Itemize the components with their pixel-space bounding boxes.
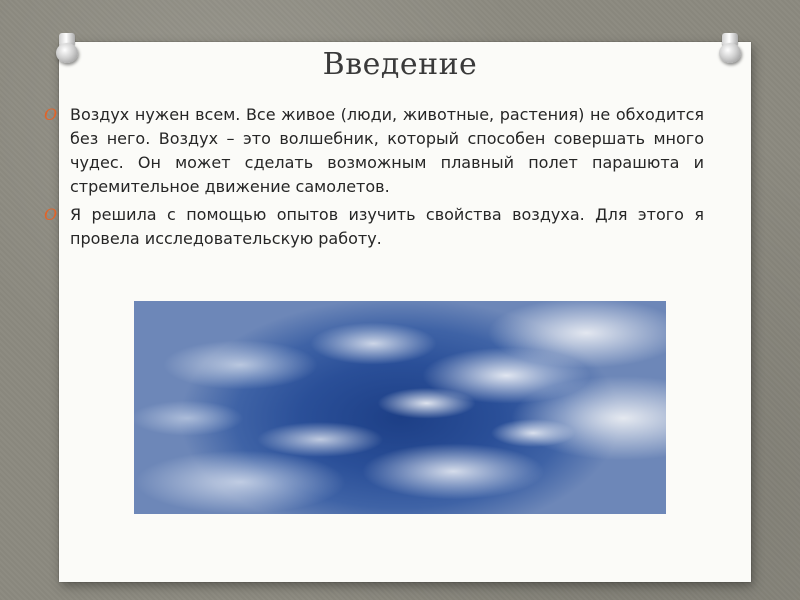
bullet-marker-icon: O — [44, 105, 58, 124]
bullet-item — [44, 103, 704, 199]
slide-title: Введение — [322, 47, 478, 82]
bullet-marker-icon: O — [44, 205, 58, 224]
bullet-item — [44, 203, 704, 251]
sky-clouds-image — [134, 301, 666, 514]
bullet-text: Воздух нужен всем. Все живое (люди, животные, растения) не обходится без него. Воздух – это волшебник, который способен совершать много чудес. Он может сделать возможным плавный полет парашюта и стремительное движение самолетов. — [70, 105, 704, 196]
bullet-list — [44, 103, 704, 255]
bullet-text: Я решила с помощью опытов изучить свойства воздуха. Для этого я провела исследовательскую работу. — [70, 205, 704, 248]
